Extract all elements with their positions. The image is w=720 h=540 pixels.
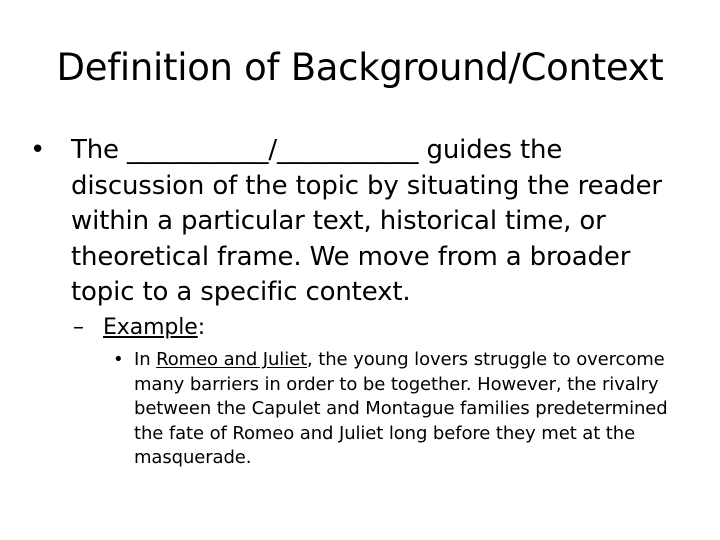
bullet-icon: • [113, 349, 124, 370]
main-bullet [30, 133, 690, 311]
blank-separator: / [268, 135, 278, 165]
fill-in-blank-2: ___________ [277, 135, 419, 165]
example-label: Example [103, 315, 198, 340]
main-bullet-prefix: The [71, 135, 128, 165]
main-bullet-body: guides the discussion of the topic by situating the reader within a particular text, historical time, or theoretical frame. We move from a broader topic to a specific context. [71, 135, 662, 307]
example-bullet [113, 348, 683, 471]
example-bullet-text [134, 348, 683, 471]
example-colon: : [197, 315, 206, 340]
slide-title: Definition of Background/Context [56, 46, 664, 89]
main-bullet-text [71, 133, 690, 311]
work-title: Romeo and Juliet [156, 349, 308, 370]
bullet-icon: • [30, 135, 46, 165]
dash-icon: – [73, 315, 84, 340]
fill-in-blank-1: ___________ [127, 135, 269, 165]
example-subheading [73, 313, 205, 343]
example-bullet-prefix: In [134, 349, 157, 370]
example-bullet-body: , the young lovers struggle to overcome many barriers in order to be together. However, the rivalry between the Capulet and Montague families predetermined the fate of Romeo and Juliet long before they met at the masquerade. [134, 349, 668, 468]
